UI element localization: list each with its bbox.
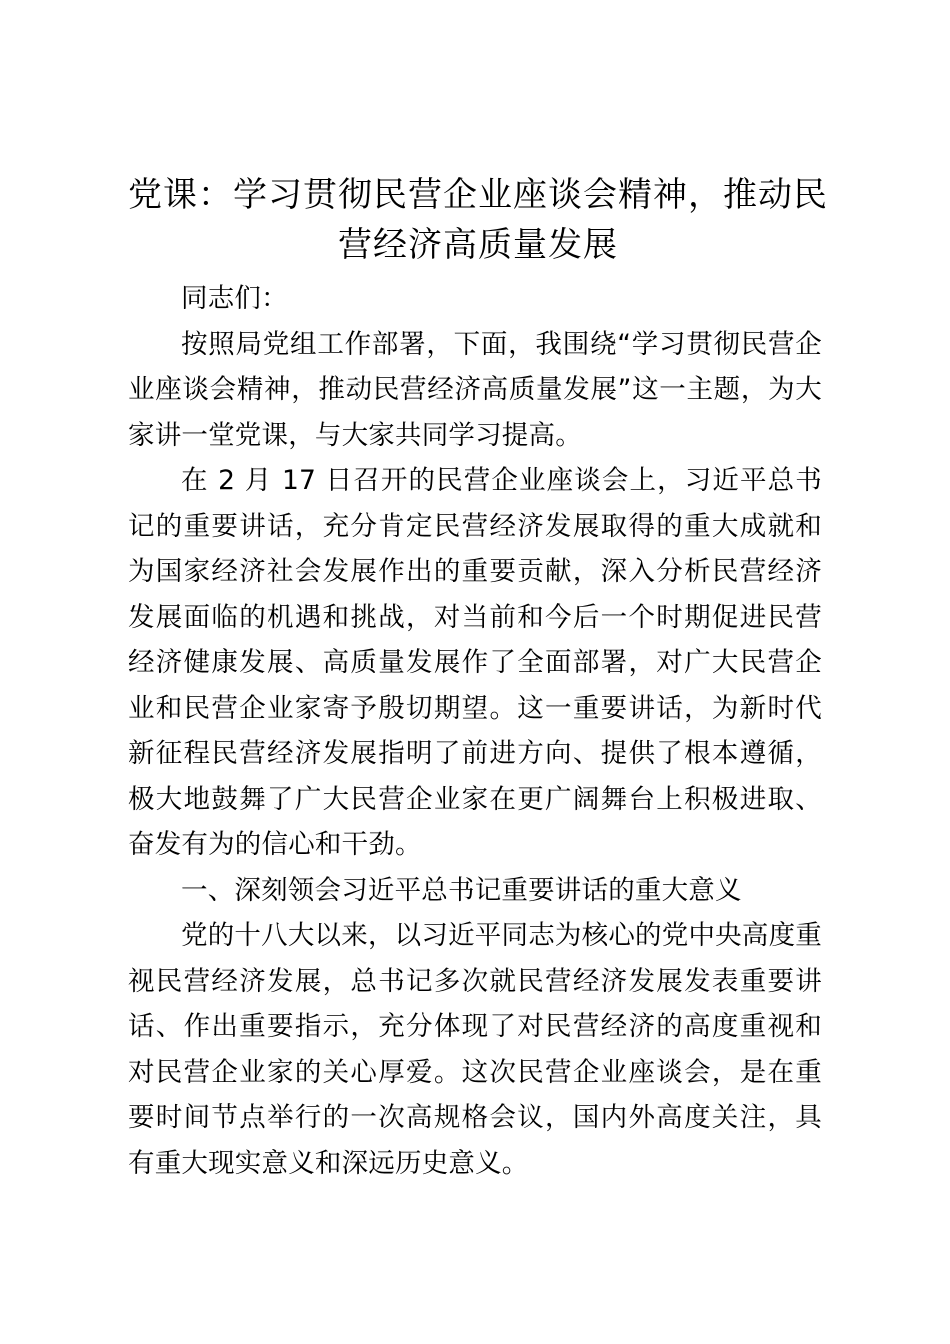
greeting: 同志们： [181,283,288,314]
document-body [128,276,822,1186]
paragraph-section-one: 党的十八大以来，以习近平同志为核心的党中央高度重视民营经济发展，总书记多次就民营经济发展发表重要讲话、作出重要指示，充分体现了对民营经济的高度重视和对民营企业家的关心厚爱。这次民营企业座谈会，是在重要时间节点举行的一次高规格会议，国内外高度关注，具有重大现实意义和深远历史意义。 [128,920,822,1179]
document-title: 党课：学习贯彻民营企业座谈会精神，推动民营经济高质量发展 [128,175,828,265]
paragraph-background: 在 2 月 17 日召开的民营企业座谈会上，习近平总书记的重要讲话，充分肯定民营经济发展取得的重大成就和为国家经济社会发展作出的重要贡献，深入分析民营经济发展面临的机遇和挑战，对当前和今后一个时期促进民营经济健康发展、高质量发展作了全面部署，对广大民营企业和民营企业家寄予殷切期望。这一重要讲话，为新时代新征程民营经济发展指明了前进方向、提供了根本遵循，极大地鼓舞了广大民营企业家在更广阔舞台上积极进取、奋发有为的信心和干劲。 [128,465,822,860]
section-heading: 一、深刻领会习近平总书记重要讲话的重大意义 [181,874,742,906]
paragraph-intro: 按照局党组工作部署，下面，我围绕“学习贯彻民营企业座谈会精神，推动民营经济高质量发展”这一主题，为大家讲一堂党课，与大家共同学习提高。 [128,328,822,451]
